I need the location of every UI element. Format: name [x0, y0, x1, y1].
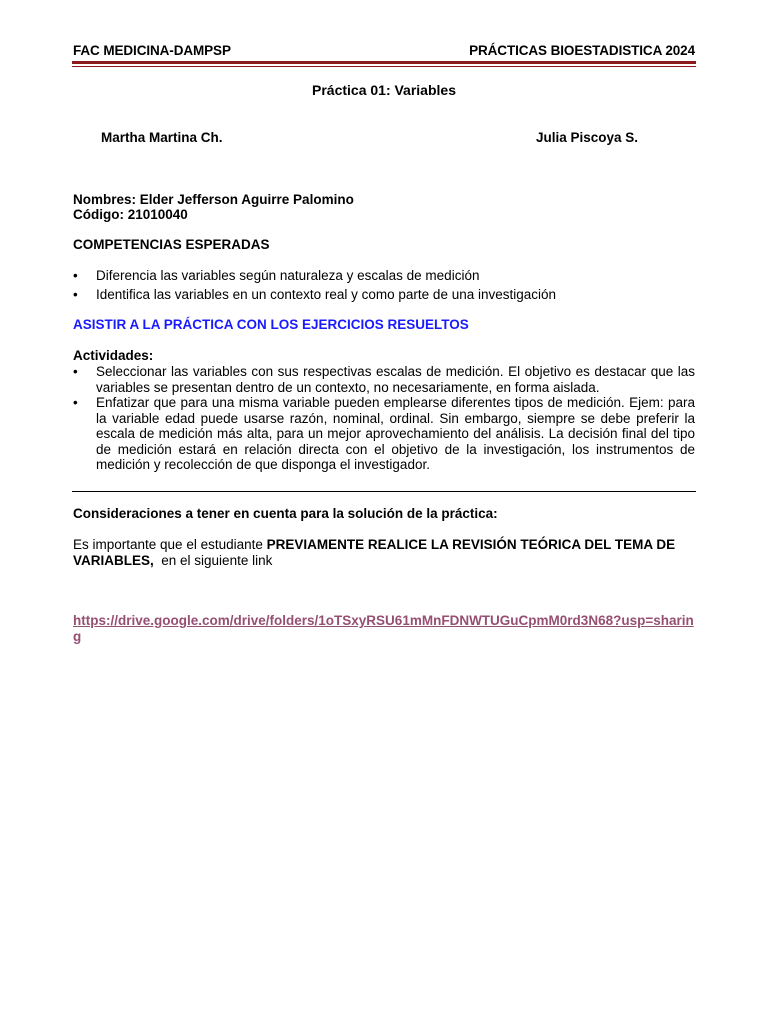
bullet-icon: • [73, 286, 78, 302]
considerations-text-after: en el siguiente link [153, 553, 273, 568]
list-item [73, 395, 695, 473]
section-divider [72, 491, 696, 492]
activity-text: Enfatizar que para una misma variable pueden emplearse diferentes tipos de medición. Ejem: para la variable edad puede usarse razón, nominal, ordinal. Sin embargo, siempre se debe preferir la escala de medición más alta, para un mejor aprovechamiento del análisis. La decisión final del tipo de medición estará en relación directa con el objetivo de la investigación, los instrumentos de medición y recolección de que disponga el investigador. [96, 395, 695, 472]
activities-heading: Actividades: [73, 348, 154, 363]
list-item [73, 364, 695, 395]
drive-link[interactable]: https://drive.google.com/drive/folders/1oTSxyRSU61mMnFDNWTUGuCpmM0rd3N68?usp=sharing [73, 613, 694, 644]
list-item [73, 268, 695, 284]
page-header [73, 43, 695, 59]
considerations-text-before: Es importante que el estudiante [73, 537, 267, 552]
header-rule-thin [72, 66, 696, 67]
activity-text: Seleccionar las variables con sus respectivas escalas de medición. El objetivo es destacar que las variables se presentan dentro de un contexto, no necesariamente, en forma aislada. [96, 364, 695, 395]
header-faculty: FAC MEDICINA-DAMPSP [73, 43, 231, 58]
teacher-left: Martha Martina Ch. [101, 130, 223, 145]
activities-list [73, 364, 695, 473]
list-item [73, 287, 695, 303]
considerations-text-bold: PREVIAMENTE REALICE LA REVISIÓN TEÓRICA DEL TEMA DE VARIABLES, [73, 537, 676, 568]
competency-text: Diferencia las variables según naturaleza y escalas de medición [96, 268, 480, 283]
student-code: Código: 21010040 [73, 207, 188, 222]
competencies-list [73, 268, 695, 302]
considerations-heading: Consideraciones a tener en cuenta para la solución de la práctica: [73, 506, 498, 521]
header-rule-thick [72, 61, 696, 64]
bullet-icon: • [73, 395, 78, 410]
considerations-paragraph [73, 537, 695, 569]
bullet-icon: • [73, 364, 78, 379]
notice-text: ASISTIR A LA PRÁCTICA CON LOS EJERCICIOS RESUELTOS [73, 317, 469, 332]
page-title: Práctica 01: Variables [312, 82, 456, 98]
bullet-icon: • [73, 268, 78, 283]
teacher-right: Julia Piscoya S. [536, 130, 639, 145]
competency-text: Identifica las variables en un contexto real y como parte de una investigación [96, 286, 557, 302]
student-name: Nombres: Elder Jefferson Aguirre Palomino [73, 192, 354, 207]
competencies-heading: COMPETENCIAS ESPERADAS [73, 237, 270, 252]
header-course: PRÁCTICAS BIOESTADISTICA 2024 [469, 43, 695, 58]
